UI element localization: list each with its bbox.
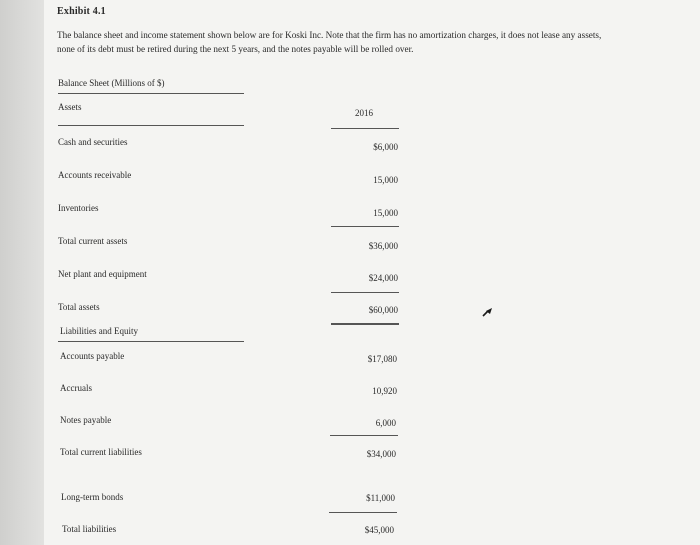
row-label-accounts-payable: Accounts payable [60,351,125,361]
row-label-total-liabilities: Total liabilities [62,524,117,534]
row-value-total-assets: $60,000 [368,305,398,315]
row-label-total-current-assets: Total current assets [58,236,128,246]
row-value-inventories: 15,000 [373,208,398,218]
year-header: 2016 [355,108,373,118]
row-label-cash: Cash and securities [58,137,128,147]
intro-line-1: The balance sheet and income statement shown below are for Koski Inc. Note that the firm has no amortization charges, it does not lease any assets, [57,30,602,40]
total-rule [331,323,399,325]
row-value-notes-payable: 6,000 [375,418,396,428]
row-label-accruals: Accruals [60,383,92,393]
liabilities-rule [58,341,244,342]
row-label-inventories: Inventories [58,203,99,213]
row-value-receivables: 15,000 [373,175,398,185]
subtotal-rule [331,226,399,227]
row-value-total-liabilities: $45,000 [364,525,394,535]
row-label-notes-payable: Notes payable [60,415,112,425]
assets-heading: Assets [58,102,82,112]
subtotal-rule [331,292,399,293]
mouse-pointer-icon [479,303,493,319]
subtotal-rule [329,512,397,513]
row-value-long-term-bonds: $11,000 [366,493,395,503]
intro-line-2: none of its debt must be retired during the next 5 years, and the notes payable will be rolled over. [57,44,414,54]
row-value-accruals: 10,920 [372,386,397,396]
exhibit-title: Exhibit 4.1 [57,6,106,17]
row-value-total-current-liabilities: $34,000 [366,449,396,459]
assets-rule [58,125,244,126]
row-label-total-assets: Total assets [58,302,100,312]
row-value-net-plant: $24,000 [368,273,398,283]
row-value-total-current-assets: $36,000 [368,241,398,251]
row-label-long-term-bonds: Long-term bonds [61,492,124,502]
row-label-net-plant: Net plant and equipment [58,269,147,279]
row-label-receivables: Accounts receivable [58,170,132,180]
subtotal-rule [330,435,398,436]
exhibit-intro [57,28,687,56]
row-value-cash: $6,000 [373,142,398,152]
row-value-accounts-payable: $17,080 [367,354,397,364]
liabilities-heading: Liabilities and Equity [60,326,138,336]
row-label-total-current-liabilities: Total current liabilities [60,447,142,457]
page-edge [0,0,44,545]
balance-sheet-heading: Balance Sheet (Millions of $) [58,78,165,88]
year-rule [331,128,399,129]
heading-rule [58,93,244,94]
